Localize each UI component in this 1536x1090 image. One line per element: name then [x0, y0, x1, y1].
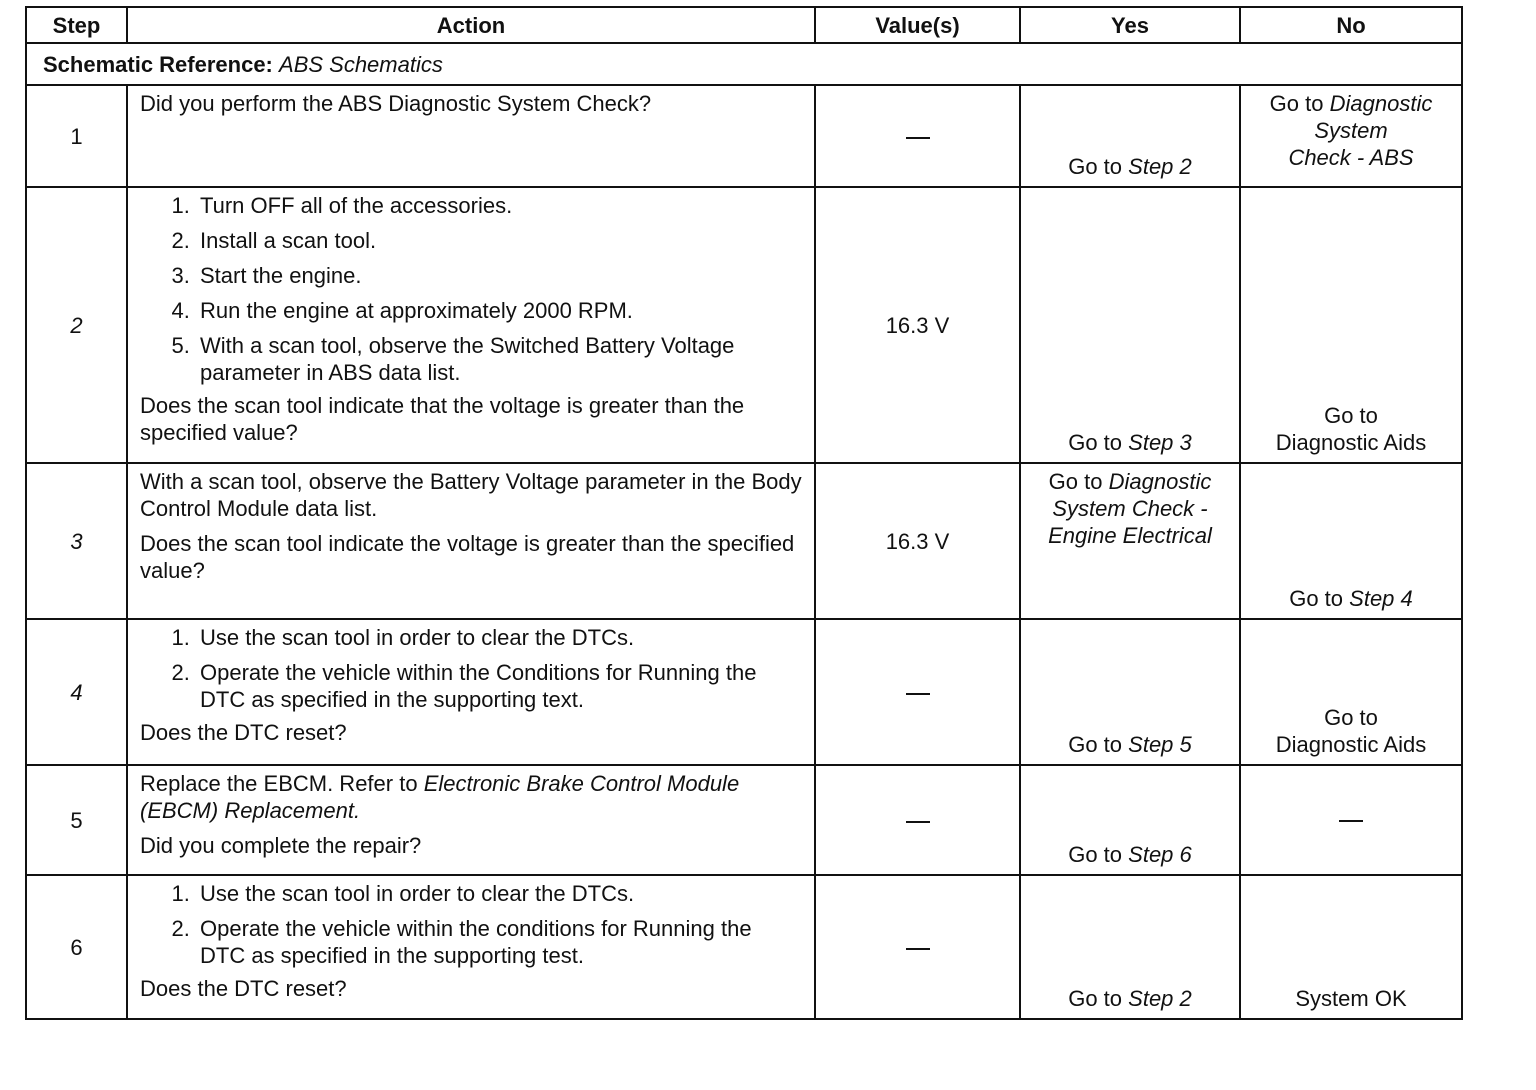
- table-row: [26, 619, 1462, 765]
- yes-cell: [1020, 875, 1240, 1019]
- action-list: [140, 624, 802, 713]
- schematic-reference: [26, 43, 1462, 85]
- no-cell: [1240, 875, 1462, 1019]
- action-item: 3. Start the engine.: [196, 262, 802, 289]
- yes-step-link[interactable]: Step 3: [1128, 430, 1192, 455]
- table-row: [26, 187, 1462, 463]
- action-cell: [127, 85, 815, 187]
- action-item: 5. With a scan tool, observe the Switched Battery Voltage parameter in ABS data list.: [196, 332, 802, 386]
- go-to-label: Go to: [1068, 986, 1123, 1011]
- value-cell: [815, 619, 1020, 765]
- go-to-label: Go to: [1324, 403, 1378, 428]
- step-number: 6: [26, 875, 127, 1019]
- no-cell: [1240, 619, 1462, 765]
- yes-step-link[interactable]: Step 5: [1128, 732, 1192, 757]
- action-item: 1. Turn OFF all of the accessories.: [196, 192, 802, 219]
- action-cell: [127, 463, 815, 619]
- header-action: Action: [127, 7, 815, 43]
- action-text: With a scan tool, observe the Battery Voltage parameter in the Body Control Module data list.: [140, 469, 802, 521]
- action-item: 2. Operate the vehicle within the Conditions for Running the DTC as specified in the supporting text.: [196, 659, 802, 713]
- header-no: No: [1240, 7, 1462, 43]
- yes-cell: [1020, 463, 1240, 619]
- no-dash: [1339, 820, 1363, 822]
- action-cell: [127, 765, 815, 875]
- yes-link[interactable]: System Check -: [1052, 496, 1208, 521]
- schematic-label: Schematic Reference:: [43, 51, 273, 77]
- action-cell: [127, 875, 815, 1019]
- no-cell: [1240, 85, 1462, 187]
- action-item: 2. Operate the vehicle within the conditions for Running the DTC as specified in the supporting test.: [196, 915, 802, 969]
- yes-cell: [1020, 85, 1240, 187]
- go-to-label: Go to: [1289, 586, 1344, 611]
- yes-step-link[interactable]: Step 2: [1128, 154, 1192, 179]
- value-cell: [815, 765, 1020, 875]
- table-row: [26, 463, 1462, 619]
- no-result: System OK: [1295, 986, 1407, 1011]
- step-number: 1: [26, 85, 127, 187]
- header-values: Value(s): [815, 7, 1020, 43]
- go-to-label: Go to: [1068, 732, 1123, 757]
- value-cell: [815, 875, 1020, 1019]
- no-link[interactable]: Diagnostic Aids: [1275, 732, 1427, 757]
- step-number: 3: [26, 463, 127, 619]
- action-cell: [127, 619, 815, 765]
- yes-cell: [1020, 765, 1240, 875]
- action-question: Does the scan tool indicate the voltage is greater than the specified value?: [140, 531, 795, 583]
- go-to-label: Go to: [1269, 91, 1324, 116]
- value-cell: 16.3 V: [815, 187, 1020, 463]
- step-number: 5: [26, 765, 127, 875]
- no-link[interactable]: System: [1314, 118, 1388, 143]
- table-row: [26, 85, 1462, 187]
- table-row: [26, 765, 1462, 875]
- action-item: 4. Run the engine at approximately 2000 RPM.: [196, 297, 802, 324]
- yes-link[interactable]: Engine Electrical: [1048, 523, 1212, 548]
- header-step: Step: [26, 7, 127, 43]
- yes-cell: [1020, 619, 1240, 765]
- header-yes: Yes: [1020, 7, 1240, 43]
- action-cell: [127, 187, 815, 463]
- go-to-label: Go to: [1324, 705, 1378, 730]
- action-item: 2. Install a scan tool.: [196, 227, 802, 254]
- yes-step-link[interactable]: Step 2: [1128, 986, 1192, 1011]
- yes-cell: [1020, 187, 1240, 463]
- action-reference-link[interactable]: Electronic Brake Control Module (EBCM) Replacement.: [140, 771, 740, 823]
- no-link[interactable]: Diagnostic Aids: [1275, 430, 1427, 455]
- schematic-link[interactable]: ABS Schematics: [279, 51, 443, 77]
- action-item: 1. Use the scan tool in order to clear the DTCs.: [196, 624, 802, 651]
- action-list: [140, 192, 802, 386]
- no-step-link[interactable]: Step 4: [1349, 586, 1413, 611]
- action-question: Did you perform the ABS Diagnostic System Check?: [140, 91, 652, 116]
- no-link[interactable]: Check - ABS: [1288, 145, 1414, 170]
- value-dash: [906, 821, 930, 823]
- no-cell: [1240, 187, 1462, 463]
- action-question: Does the scan tool indicate that the voltage is greater than the specified value?: [140, 393, 745, 445]
- value-cell: [815, 85, 1020, 187]
- go-to-label: Go to: [1068, 430, 1123, 455]
- yes-link[interactable]: Diagnostic: [1108, 469, 1212, 494]
- go-to-label: Go to: [1068, 154, 1123, 179]
- value-dash: [906, 137, 930, 139]
- step-number: 2: [26, 187, 127, 463]
- action-text-prefix: Replace the EBCM. Refer to: [140, 771, 418, 796]
- yes-step-link[interactable]: Step 6: [1128, 842, 1192, 867]
- action-question: Does the DTC reset?: [140, 720, 347, 745]
- diagnostic-table: [25, 6, 1463, 1020]
- table-row: [26, 875, 1462, 1019]
- header-row: [26, 7, 1462, 43]
- action-list: [140, 880, 802, 969]
- no-link[interactable]: Diagnostic: [1329, 91, 1433, 116]
- go-to-label: Go to: [1048, 469, 1103, 494]
- action-question: Does the DTC reset?: [140, 976, 347, 1001]
- no-cell: [1240, 765, 1462, 875]
- step-number: 4: [26, 619, 127, 765]
- value-cell: 16.3 V: [815, 463, 1020, 619]
- value-dash: [906, 693, 930, 695]
- action-text: [140, 770, 802, 824]
- no-cell: [1240, 463, 1462, 619]
- go-to-label: Go to: [1068, 842, 1123, 867]
- schematic-row: [26, 43, 1462, 85]
- action-item: 1. Use the scan tool in order to clear the DTCs.: [196, 880, 802, 907]
- action-question: Did you complete the repair?: [140, 833, 422, 858]
- value-dash: [906, 948, 930, 950]
